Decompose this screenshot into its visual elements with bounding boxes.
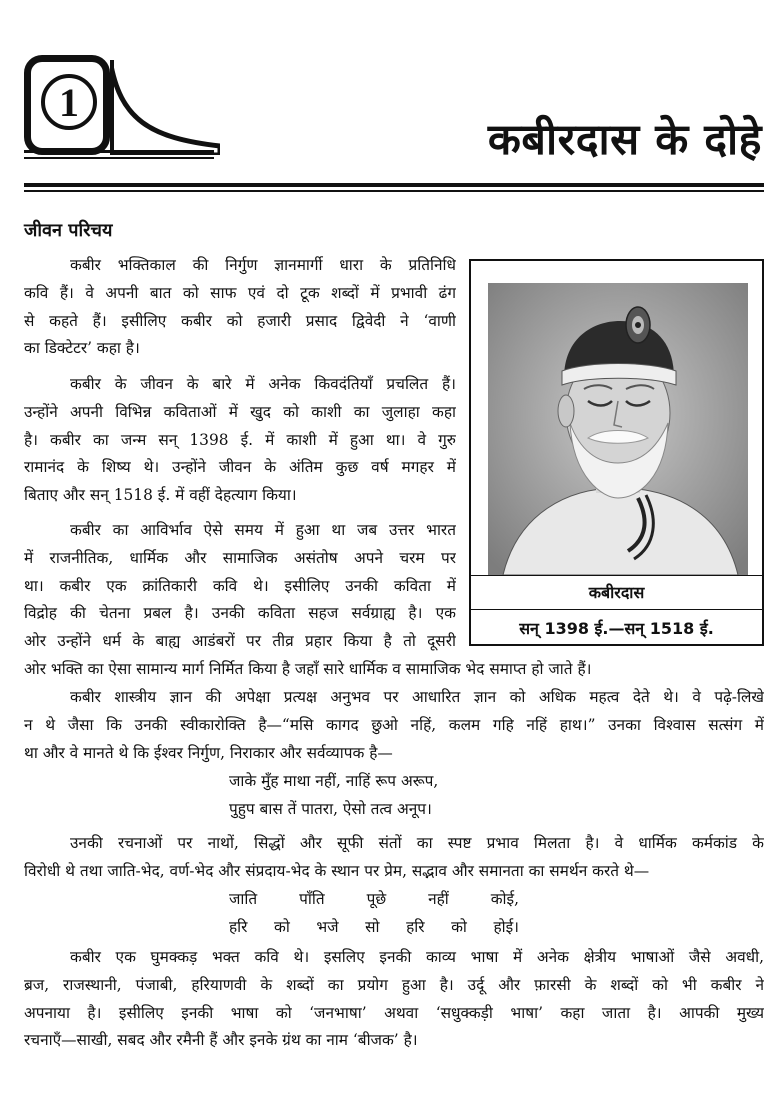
section-heading: जीवन परिचय [24, 220, 113, 241]
text-line: था और वे मानते थे कि ईश्वर निर्गुण, निराकार और सर्वव्यापक है— [24, 743, 393, 762]
portrait-caption-dates: सन् 1398 ई.—सन् 1518 ई. [519, 619, 714, 638]
text-line: विद्रोह की चेतना प्रबल है। उनकी कविता सहज सर्वग्राह्य है। एक [24, 604, 456, 623]
text-line: ब्रज, राजस्थानी, पंजाबी, हरियाणवी के शब्दों का प्रयोग हुआ है। उर्दू और फ़ारसी के शब्दों को भी कबीर ने [24, 975, 764, 994]
couplet-line: जाति पाँति पूछे नहीं कोई, [229, 890, 519, 908]
paragraph-5 [24, 830, 764, 886]
text-line: न थे जैसा कि उनकी स्वीकारोक्ति है—“मसि कागद छुओ नहिं, कलम गहि नहिं हाथ।” उनका विश्वास सत्संग में [24, 715, 764, 734]
paragraph-3 [24, 517, 456, 656]
paragraph-6 [24, 944, 764, 1055]
paragraph-2 [24, 371, 456, 510]
text-line: विरोधी थे तथा जाति-भेद, वर्ण-भेद और संप्रदाय-भेद के स्थान पर प्रेम, सद्भाव और समानता का समर्थन करते थे— [24, 861, 650, 880]
portrait-caption-name: कबीरदास [588, 583, 645, 602]
text-line: कबीर शास्त्रीय ज्ञान की अपेक्षा प्रत्यक्ष अनुभव पर आधारित ज्ञान को अधिक महत्व देते थे। वे पढ़े-लिखे [70, 688, 764, 706]
couplet-line: पुहुप बास तें पातरा, ऐसो तत्व अनूप। [229, 799, 432, 818]
paragraph-4 [24, 684, 764, 767]
text-line: ओर भक्ति का ऐसा सामान्य मार्ग निर्मित किया है जहाँ सारे धार्मिक व सामाजिक भेद समाप्त हो जाते हैं। [24, 660, 592, 678]
caption-rule [471, 609, 762, 610]
text-line: था। कबीर एक क्रांतिकारी कवि थे। इसीलिए उनकी कविता में [24, 576, 456, 595]
text-line: कबीर के जीवन के बारे में अनेक किवदंतियाँ प्रचलित हैं। [70, 375, 456, 393]
text-line: ओर उन्होंने धर्म के बाह्य आडंबरों पर तीव्र प्रहार किया है तो दूसरी [24, 632, 456, 651]
chapter-badge-swoosh [110, 60, 220, 155]
couplet-2 [229, 886, 529, 942]
text-line: कबीर का आविर्भाव ऐसे समय में हुआ था जब उत्तर भारत [70, 521, 456, 539]
text-line: कबीर भक्तिकाल की निर्गुण ज्ञानमार्गी धारा के प्रतिनिधि [70, 256, 456, 274]
text-line: कवि हैं। वे अपनी बात को साफ एवं दो टूक शब्दों में प्रभावी ढंग [24, 283, 456, 302]
header-rule [24, 150, 214, 153]
paragraph-3-continuation [24, 656, 764, 684]
chapter-number: 1 [41, 74, 97, 130]
kabir-portrait-icon [488, 283, 748, 575]
caption-rule [471, 575, 762, 576]
header-rule [24, 157, 214, 159]
header-divider [24, 183, 764, 187]
chapter-number-badge [24, 55, 110, 155]
header-divider [24, 190, 764, 192]
text-line: का डिक्टेटर’ कहा है। [24, 339, 140, 358]
text-line: रामानंद के शिष्य थे। उन्होंने जीवन के अंतिम कुछ वर्ष मगहर में [24, 458, 456, 477]
text-line: है। कबीर का जन्म सन् 1398 ई. में काशी में हुआ था। वे गुरु [24, 430, 456, 449]
text-line: से कहते हैं। इसीलिए कबीर को हजारी प्रसाद द्विवेदी ने ‘वाणी [24, 311, 456, 330]
text-line: बिताए और सन् 1518 ई. में वहीं देहत्याग किया। [24, 486, 297, 505]
chapter-title: कबीरदास के दोहे [487, 115, 762, 165]
text-line: कबीर एक घुमक्कड़ भक्त कवि थे। इसलिए इनकी काव्य भाषा में अनेक क्षेत्रीय भाषाओं जैसे अवधी, [70, 948, 764, 966]
portrait-box [469, 259, 764, 646]
text-line: में राजनीतिक, धार्मिक और सामाजिक असंतोष अपने चरम पर [24, 548, 456, 567]
text-line: अपनाया है। इसीलिए इनकी भाषा को ‘जनभाषा’ अथवा ‘सधुक्कड़ी भाषा’ कहा जाता है। आपकी मुख्य [24, 1003, 764, 1022]
couplet-line: जाके मुँह माथा नहीं, नाहिं रूप अरूप, [229, 772, 439, 790]
text-line: रचनाएँ—साखी, सबद और रमैनी हैं और इनके ग्रंथ का नाम ‘बीजक’ है। [24, 1031, 418, 1050]
text-line: उन्होंने अपनी विभिन्न कविताओं में खुद को काशी का जुलाहा कहा [24, 402, 456, 421]
paragraph-1 [24, 252, 456, 363]
couplet-1 [229, 768, 529, 824]
text-line: उनकी रचनाओं पर नाथों, सिद्धों और सूफी संतों का स्पष्ट प्रभाव मिलता है। वे धार्मिक कर्मकांड के [70, 834, 764, 852]
couplet-line: हरि को भजे सो हरि को होई। [229, 917, 519, 936]
